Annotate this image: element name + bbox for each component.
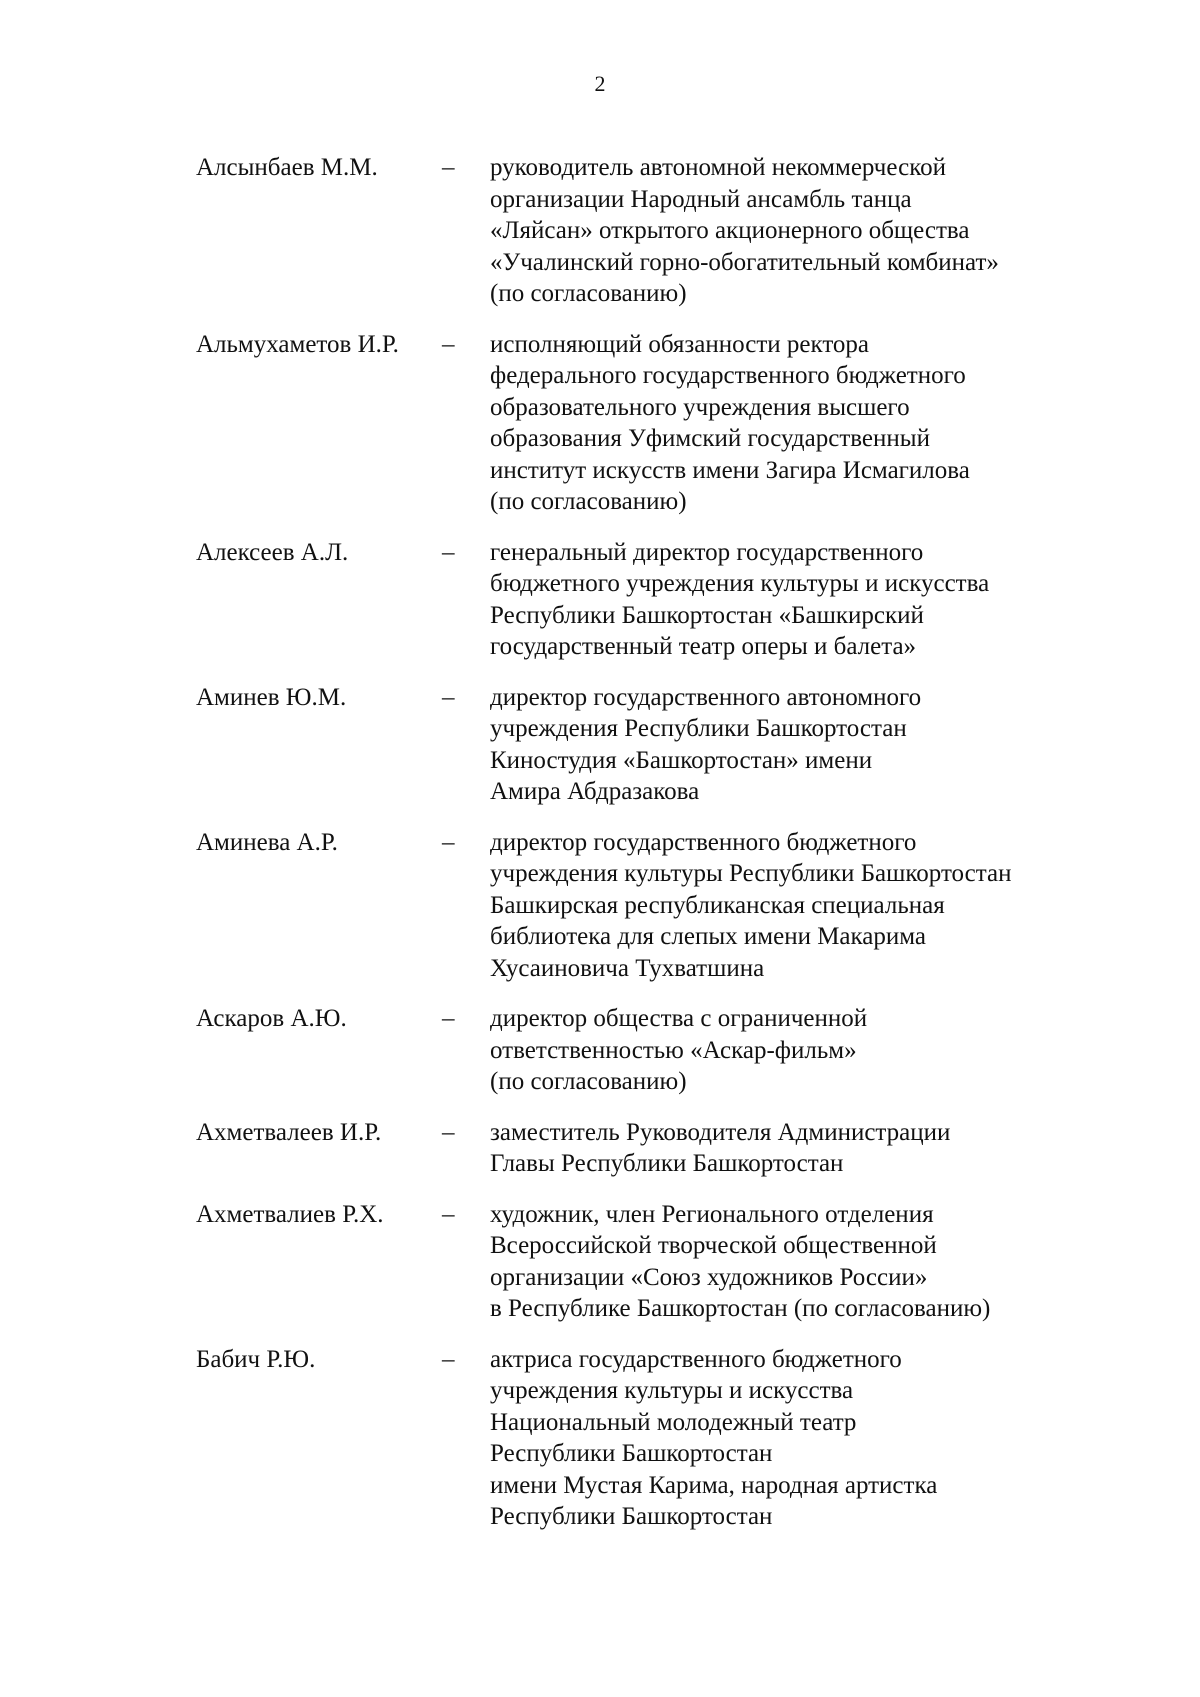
position-line: (по согласованию)	[490, 280, 687, 307]
separator-dash: –	[442, 538, 455, 566]
member-position	[490, 537, 1096, 663]
position-line: Амира Абдразакова	[490, 778, 700, 805]
member-position	[490, 1117, 1096, 1180]
member-position	[490, 682, 1096, 808]
member-position	[490, 152, 1096, 310]
member-position	[490, 1344, 1096, 1533]
member-list	[196, 152, 1096, 1533]
member-position	[490, 1003, 1096, 1098]
member-position	[490, 1199, 1096, 1325]
list-item	[196, 329, 1096, 518]
member-position	[490, 329, 1096, 518]
position-line: ответственностью «Аскар-фильм»	[490, 1036, 857, 1064]
position-line: Всероссийской творческой общественной	[490, 1232, 937, 1259]
separator-dash: –	[442, 828, 455, 856]
position-line: учреждения культуры Республики Башкортостан	[490, 860, 1012, 887]
member-name: Ахметвалеев И.Р.	[196, 1118, 382, 1146]
list-item	[196, 682, 1096, 808]
separator-dash: –	[442, 1005, 455, 1032]
separator-dash: –	[442, 154, 455, 181]
position-line: Республики Башкортостан	[490, 1503, 773, 1530]
position-line: «Ляйсан» открытого акционерного общества	[490, 217, 970, 244]
list-item	[196, 1199, 1096, 1325]
position-line: имени Мустая Карима, народная артистка	[490, 1471, 938, 1499]
separator-dash: –	[442, 1200, 455, 1228]
page-number: 2	[594, 71, 606, 96]
position-line: заместитель Руководителя Администрации	[490, 1118, 951, 1146]
member-position	[490, 827, 1096, 985]
member-name: Аминев Ю.М.	[196, 683, 347, 711]
position-line: Киностудия «Башкортостан» имени	[490, 746, 873, 774]
position-line: образования Уфимский государственный	[490, 425, 930, 452]
member-name: Бабич Р.Ю.	[196, 1345, 316, 1373]
position-line: исполняющий обязанности ректора	[490, 330, 870, 358]
list-item	[196, 537, 1096, 663]
position-line: «Учалинский горно-обогатительный комбинат»	[490, 248, 999, 276]
position-line: в Республике Башкортостан (по согласованию)	[490, 1295, 991, 1322]
member-name: Алсынбаев М.М.	[196, 154, 378, 181]
position-line: учреждения культуры и искусства	[490, 1377, 854, 1404]
position-line: Республики Башкортостан «Башкирский	[490, 601, 924, 629]
list-item	[196, 827, 1096, 985]
position-line: государственный театр оперы и балета»	[490, 633, 917, 660]
list-item	[196, 1344, 1096, 1533]
position-line: директор государственного бюджетного	[490, 828, 917, 856]
position-line: библиотека для слепых имени Макарима	[490, 923, 927, 950]
position-line: Республики Башкортостан	[490, 1440, 773, 1467]
position-line: директор общества с ограниченной	[490, 1005, 868, 1032]
position-line: Главы Республики Башкортостан	[490, 1150, 844, 1177]
list-item	[196, 1003, 1096, 1098]
member-name: Алексеев А.Л.	[196, 538, 349, 566]
position-line: директор государственного автономного	[490, 683, 922, 711]
position-line: институт искусств имени Загира Исмагилова	[490, 456, 970, 484]
member-name: Альмухаметов И.Р.	[196, 330, 399, 358]
position-line: бюджетного учреждения культуры и искусства	[490, 570, 990, 597]
list-item	[196, 1117, 1096, 1180]
position-line: образовательного учреждения высшего	[490, 393, 910, 421]
separator-dash: –	[442, 683, 455, 711]
position-line: организации Народный ансамбль танца	[490, 185, 912, 213]
position-line: федерального государственного бюджетного	[490, 362, 966, 389]
separator-dash: –	[442, 1345, 455, 1373]
position-line: Хусаиновича Тухватшина	[490, 954, 765, 982]
member-name: Аскаров А.Ю.	[196, 1005, 347, 1032]
position-line: актриса государственного бюджетного	[490, 1345, 902, 1373]
position-line: (по согласованию)	[490, 1068, 687, 1095]
position-line: организации «Союз художников России»	[490, 1263, 928, 1291]
member-name: Аминева А.Р.	[196, 828, 338, 856]
separator-dash: –	[442, 1118, 455, 1146]
position-line: руководитель автономной некоммерческой	[490, 154, 946, 181]
list-item	[196, 152, 1096, 310]
position-line: художник, член Регионального отделения	[490, 1200, 934, 1228]
position-line: генеральный директор государственного	[490, 538, 924, 566]
separator-dash: –	[442, 330, 455, 358]
position-line: (по согласованию)	[490, 488, 687, 515]
position-line: Башкирская республиканская специальная	[490, 891, 945, 919]
member-name: Ахметвалиев Р.Х.	[196, 1200, 384, 1228]
position-line: учреждения Республики Башкортостан	[490, 715, 907, 742]
position-line: Национальный молодежный театр	[490, 1408, 857, 1436]
